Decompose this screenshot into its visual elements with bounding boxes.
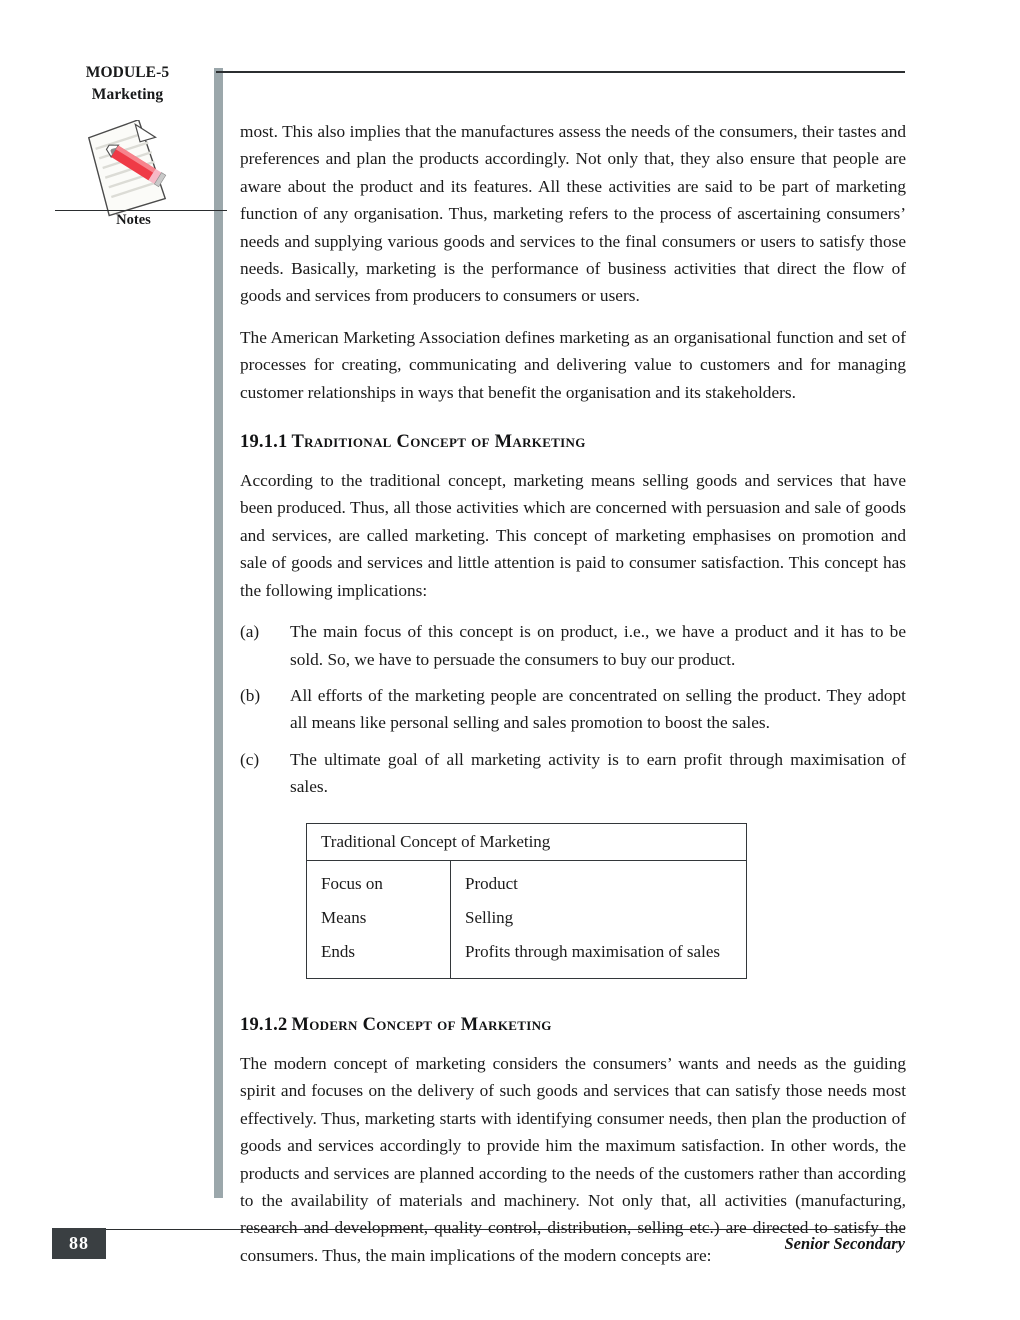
notes-icon-wrap [40, 114, 215, 200]
list-item [240, 746, 906, 801]
table-caption-row [307, 823, 747, 860]
sidebar [40, 62, 215, 228]
traditional-concept-table [306, 823, 747, 980]
list-item [240, 682, 906, 737]
table-cell-value: Profits through maximisation of sales [451, 935, 747, 979]
module-number: MODULE-5 [85, 64, 170, 81]
list-item-text: The ultimate goal of all marketing activity is to earn profit through maximisation of sales. [290, 749, 906, 797]
list-item-marker: (a) [240, 622, 260, 642]
table-row [307, 901, 747, 935]
module-subject: Marketing [91, 86, 164, 103]
section-title: Traditional Concept of Marketing [291, 432, 586, 453]
section-number: 19.1.1 [240, 432, 288, 453]
section-1-intro: According to the traditional concept, marketing means selling goods and services that have been produced. Thus, all those activities which are concerned with persuasion and sale of goods and services, are called marketing. This concept of marketing emphasises on promotion and sale of goods and services and little attention is paid to consumer satisfaction. This concept has the following implications: [240, 471, 906, 600]
table-row [307, 935, 747, 979]
notepad-pencil-icon [68, 120, 188, 220]
list-item-marker: (c) [240, 749, 260, 769]
table-cell-value: Selling [451, 901, 747, 935]
implications-list [240, 618, 906, 800]
list-item-text: The main focus of this concept is on product, i.e., we have a product and it has to be sold. So, we have to persuade the consumers to buy our product. [290, 622, 906, 669]
list-item [240, 618, 906, 673]
section-2-intro: The modern concept of marketing considers the consumers’ wants and needs as the guiding spirit and focuses on the delivery of such goods and services that can satisfy those needs most effectively. Thus, marketing starts with identifying consumer needs, then plan the production of goods and services accordingly to provide him the maximum satisfaction. In other words, the products and services are planned according to the needs of the customers rather than according to the availability of materials and machinery. Not only that, all activities (manufacturing, research and development, quality control, distribution, selling etc.) are directed to satisfy the consumers. Thus, the main implications of the modern concepts are: [240, 1054, 906, 1265]
footer-rule [52, 1229, 905, 1230]
list-item-text: All efforts of the marketing people are concentrated on selling the product. They adopt all means like personal selling and sales promotion to boost the sales. [290, 685, 906, 733]
page-number: 88 [52, 1228, 106, 1259]
table-row [307, 860, 747, 901]
section-heading-19-1-2 [240, 1015, 906, 1036]
main-content [240, 118, 906, 1283]
body-paragraph-1: most. This also implies that the manufactures assess the needs of the consumers, their tastes and preferences and plan the products accordingly. Not only that, they also ensure that people are aware about the product and its features. All these activities are said to be part of marketing function of any organisation. Thus, marketing refers to the process of ascertaining consumers’ needs and supplying various goods and services to the final consumers or users to satisfy those needs. Basically, marketing is the performance of business activities that direct the flow of goods and services from producers to consumers or users. [240, 122, 906, 306]
list-item-marker: (b) [240, 685, 261, 705]
table-cell-value: Product [451, 860, 747, 901]
section-number: 19.1.2 [240, 1015, 288, 1036]
table-cell-label: Ends [307, 935, 451, 979]
table-caption: Traditional Concept of Marketing [307, 823, 747, 860]
notes-caption: Notes [116, 212, 151, 228]
header-rule [216, 71, 905, 73]
notes-divider [55, 210, 227, 211]
section-heading-19-1-1 [240, 432, 906, 453]
footer-label: Senior Secondary [784, 1234, 905, 1253]
concept-table-wrap [306, 823, 747, 980]
body-paragraph-2: The American Marketing Association defines marketing as an organisational function and set of processes for creating, communicating and delivering value to customers and for managing customer relationships in ways that benefit the organisation and its stakeholders. [240, 327, 906, 402]
module-label [40, 62, 215, 106]
table-cell-label: Means [307, 901, 451, 935]
vertical-accent-bar [214, 68, 223, 1198]
section-title: Modern Concept of Marketing [291, 1015, 552, 1036]
table-cell-label: Focus on [307, 860, 451, 901]
